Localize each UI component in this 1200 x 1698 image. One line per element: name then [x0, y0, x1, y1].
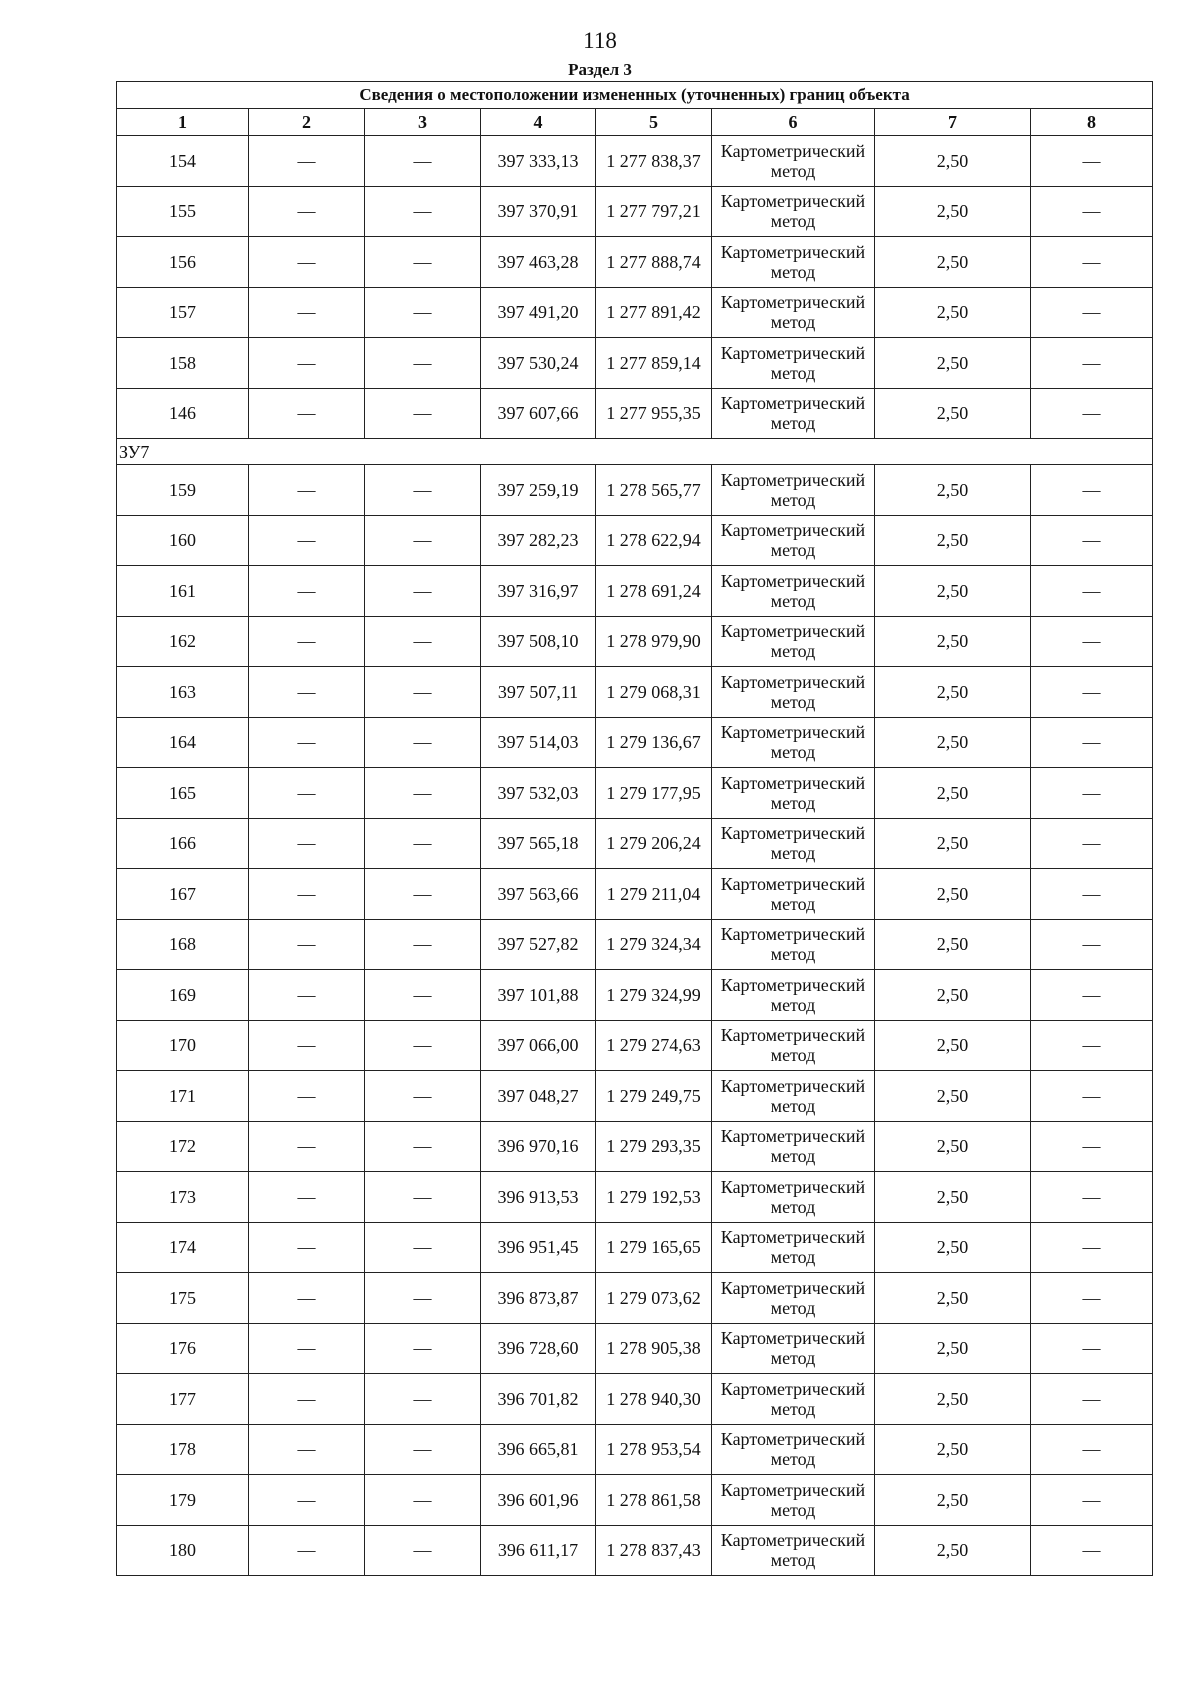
col8-cell: —: [1031, 1323, 1153, 1374]
col2-cell: —: [249, 1323, 365, 1374]
col3-cell: —: [365, 465, 481, 516]
y-coordinate-cell: 1 279 073,62: [596, 1273, 712, 1324]
accuracy-cell: 2,50: [875, 818, 1031, 869]
col3-cell: —: [365, 717, 481, 768]
point-number-cell: 154: [117, 136, 249, 187]
point-number-cell: 177: [117, 1374, 249, 1425]
y-coordinate-cell: 1 277 859,14: [596, 338, 712, 389]
y-coordinate-cell: 1 278 622,94: [596, 515, 712, 566]
method-cell: Картометрический метод: [712, 919, 875, 970]
col8-cell: —: [1031, 237, 1153, 288]
x-coordinate-cell: 397 607,66: [481, 388, 596, 439]
method-cell: Картометрический метод: [712, 1374, 875, 1425]
group-label: ЗУ7: [117, 439, 1153, 465]
point-number-cell: 173: [117, 1172, 249, 1223]
method-cell: Картометрический метод: [712, 1323, 875, 1374]
col2-cell: —: [249, 1222, 365, 1273]
x-coordinate-cell: 397 463,28: [481, 237, 596, 288]
col2-cell: —: [249, 338, 365, 389]
method-cell: Картометрический метод: [712, 1222, 875, 1273]
x-coordinate-cell: 396 665,81: [481, 1424, 596, 1475]
accuracy-cell: 2,50: [875, 616, 1031, 667]
col3-cell: —: [365, 338, 481, 389]
col2-cell: —: [249, 1020, 365, 1071]
table-row: [117, 1071, 1153, 1122]
method-cell: Картометрический метод: [712, 1020, 875, 1071]
col3-cell: —: [365, 1273, 481, 1324]
col3-cell: —: [365, 1121, 481, 1172]
x-coordinate-cell: 396 601,96: [481, 1475, 596, 1526]
method-cell: Картометрический метод: [712, 869, 875, 920]
col8-cell: —: [1031, 768, 1153, 819]
point-number-cell: 170: [117, 1020, 249, 1071]
accuracy-cell: 2,50: [875, 1071, 1031, 1122]
col2-cell: —: [249, 869, 365, 920]
x-coordinate-cell: 396 728,60: [481, 1323, 596, 1374]
y-coordinate-cell: 1 279 068,31: [596, 667, 712, 718]
col3-cell: —: [365, 768, 481, 819]
col2-cell: —: [249, 237, 365, 288]
col3-cell: —: [365, 1172, 481, 1223]
y-coordinate-cell: 1 279 293,35: [596, 1121, 712, 1172]
accuracy-cell: 2,50: [875, 667, 1031, 718]
y-coordinate-cell: 1 277 955,35: [596, 388, 712, 439]
y-coordinate-cell: 1 277 888,74: [596, 237, 712, 288]
col2-cell: —: [249, 1071, 365, 1122]
x-coordinate-cell: 396 701,82: [481, 1374, 596, 1425]
col3-cell: —: [365, 1323, 481, 1374]
accuracy-cell: 2,50: [875, 717, 1031, 768]
table-row: [117, 237, 1153, 288]
col2-cell: —: [249, 1121, 365, 1172]
method-cell: Картометрический метод: [712, 717, 875, 768]
x-coordinate-cell: 397 514,03: [481, 717, 596, 768]
table-row: [117, 388, 1153, 439]
col2-cell: —: [249, 1525, 365, 1576]
method-cell: Картометрический метод: [712, 338, 875, 389]
table-row: [117, 717, 1153, 768]
point-number-cell: 160: [117, 515, 249, 566]
column-header: 1: [117, 109, 249, 136]
table-row: [117, 1323, 1153, 1374]
table-row: [117, 919, 1153, 970]
y-coordinate-cell: 1 278 837,43: [596, 1525, 712, 1576]
col8-cell: —: [1031, 136, 1153, 187]
col2-cell: —: [249, 136, 365, 187]
point-number-cell: 174: [117, 1222, 249, 1273]
col2-cell: —: [249, 1475, 365, 1526]
accuracy-cell: 2,50: [875, 388, 1031, 439]
y-coordinate-cell: 1 278 905,38: [596, 1323, 712, 1374]
method-cell: Картометрический метод: [712, 1172, 875, 1223]
col2-cell: —: [249, 287, 365, 338]
point-number-cell: 156: [117, 237, 249, 288]
y-coordinate-cell: 1 279 274,63: [596, 1020, 712, 1071]
y-coordinate-cell: 1 277 838,37: [596, 136, 712, 187]
method-cell: Картометрический метод: [712, 465, 875, 516]
method-cell: Картометрический метод: [712, 616, 875, 667]
col8-cell: —: [1031, 1475, 1153, 1526]
point-number-cell: 162: [117, 616, 249, 667]
x-coordinate-cell: 397 527,82: [481, 919, 596, 970]
accuracy-cell: 2,50: [875, 1424, 1031, 1475]
y-coordinate-cell: 1 279 192,53: [596, 1172, 712, 1223]
col8-cell: —: [1031, 717, 1153, 768]
y-coordinate-cell: 1 277 797,21: [596, 186, 712, 237]
x-coordinate-cell: 397 316,97: [481, 566, 596, 617]
col2-cell: —: [249, 465, 365, 516]
col2-cell: —: [249, 818, 365, 869]
col2-cell: —: [249, 919, 365, 970]
point-number-cell: 163: [117, 667, 249, 718]
method-cell: Картометрический метод: [712, 1273, 875, 1324]
table-row: [117, 869, 1153, 920]
y-coordinate-cell: 1 278 940,30: [596, 1374, 712, 1425]
accuracy-cell: 2,50: [875, 1525, 1031, 1576]
col3-cell: —: [365, 186, 481, 237]
col2-cell: —: [249, 667, 365, 718]
col2-cell: —: [249, 768, 365, 819]
method-cell: Картометрический метод: [712, 768, 875, 819]
point-number-cell: 178: [117, 1424, 249, 1475]
col3-cell: —: [365, 1374, 481, 1425]
col3-cell: —: [365, 818, 481, 869]
accuracy-cell: 2,50: [875, 1172, 1031, 1223]
col3-cell: —: [365, 970, 481, 1021]
point-number-cell: 157: [117, 287, 249, 338]
point-number-cell: 155: [117, 186, 249, 237]
y-coordinate-cell: 1 278 979,90: [596, 616, 712, 667]
x-coordinate-cell: 397 333,13: [481, 136, 596, 187]
accuracy-cell: 2,50: [875, 1323, 1031, 1374]
column-header: 5: [596, 109, 712, 136]
x-coordinate-cell: 397 491,20: [481, 287, 596, 338]
table-row: [117, 1121, 1153, 1172]
y-coordinate-cell: 1 278 565,77: [596, 465, 712, 516]
x-coordinate-cell: 396 913,53: [481, 1172, 596, 1223]
accuracy-cell: 2,50: [875, 1020, 1031, 1071]
col8-cell: —: [1031, 287, 1153, 338]
y-coordinate-cell: 1 279 177,95: [596, 768, 712, 819]
table-row: [117, 1424, 1153, 1475]
table-row: [117, 186, 1153, 237]
accuracy-cell: 2,50: [875, 515, 1031, 566]
column-header: 6: [712, 109, 875, 136]
y-coordinate-cell: 1 278 953,54: [596, 1424, 712, 1475]
table-row: [117, 338, 1153, 389]
y-coordinate-cell: 1 278 861,58: [596, 1475, 712, 1526]
col8-cell: —: [1031, 667, 1153, 718]
accuracy-cell: 2,50: [875, 136, 1031, 187]
accuracy-cell: 2,50: [875, 869, 1031, 920]
col3-cell: —: [365, 287, 481, 338]
accuracy-cell: 2,50: [875, 1121, 1031, 1172]
y-coordinate-cell: 1 278 691,24: [596, 566, 712, 617]
method-cell: Картометрический метод: [712, 186, 875, 237]
table-row: [117, 465, 1153, 516]
accuracy-cell: 2,50: [875, 287, 1031, 338]
point-number-cell: 161: [117, 566, 249, 617]
col3-cell: —: [365, 1475, 481, 1526]
method-cell: Картометрический метод: [712, 1525, 875, 1576]
table-row: [117, 515, 1153, 566]
table-row: [117, 1273, 1153, 1324]
table-row: [117, 768, 1153, 819]
x-coordinate-cell: 397 530,24: [481, 338, 596, 389]
x-coordinate-cell: 397 370,91: [481, 186, 596, 237]
col8-cell: —: [1031, 1020, 1153, 1071]
section-title: Раздел 3: [568, 60, 632, 79]
col8-cell: —: [1031, 186, 1153, 237]
accuracy-cell: 2,50: [875, 919, 1031, 970]
point-number-cell: 179: [117, 1475, 249, 1526]
y-coordinate-cell: 1 279 324,34: [596, 919, 712, 970]
table-row: [117, 970, 1153, 1021]
col3-cell: —: [365, 1020, 481, 1071]
table-row: [117, 616, 1153, 667]
x-coordinate-cell: 397 508,10: [481, 616, 596, 667]
method-cell: Картометрический метод: [712, 1424, 875, 1475]
column-header: 7: [875, 109, 1031, 136]
col8-cell: —: [1031, 818, 1153, 869]
x-coordinate-cell: 396 970,16: [481, 1121, 596, 1172]
col8-cell: —: [1031, 869, 1153, 920]
x-coordinate-cell: 397 048,27: [481, 1071, 596, 1122]
accuracy-cell: 2,50: [875, 970, 1031, 1021]
y-coordinate-cell: 1 279 324,99: [596, 970, 712, 1021]
method-cell: Картометрический метод: [712, 388, 875, 439]
table-row: [117, 566, 1153, 617]
table-row: [117, 1374, 1153, 1425]
method-cell: Картометрический метод: [712, 515, 875, 566]
table-caption: Сведения о местоположении измененных (уточненных) границ объекта: [117, 82, 1153, 109]
col2-cell: —: [249, 1172, 365, 1223]
col3-cell: —: [365, 616, 481, 667]
table-row: [117, 667, 1153, 718]
point-number-cell: 165: [117, 768, 249, 819]
method-cell: Картометрический метод: [712, 566, 875, 617]
col8-cell: —: [1031, 465, 1153, 516]
col8-cell: —: [1031, 1071, 1153, 1122]
column-header: 2: [249, 109, 365, 136]
col2-cell: —: [249, 970, 365, 1021]
y-coordinate-cell: 1 279 165,65: [596, 1222, 712, 1273]
point-number-cell: 167: [117, 869, 249, 920]
col8-cell: —: [1031, 566, 1153, 617]
accuracy-cell: 2,50: [875, 237, 1031, 288]
accuracy-cell: 2,50: [875, 338, 1031, 389]
column-header-row: [117, 109, 1153, 136]
point-number-cell: 171: [117, 1071, 249, 1122]
col3-cell: —: [365, 1222, 481, 1273]
method-cell: Картометрический метод: [712, 136, 875, 187]
accuracy-cell: 2,50: [875, 768, 1031, 819]
x-coordinate-cell: 397 101,88: [481, 970, 596, 1021]
col2-cell: —: [249, 186, 365, 237]
point-number-cell: 164: [117, 717, 249, 768]
y-coordinate-cell: 1 277 891,42: [596, 287, 712, 338]
method-cell: Картометрический метод: [712, 970, 875, 1021]
col8-cell: —: [1031, 970, 1153, 1021]
y-coordinate-cell: 1 279 206,24: [596, 818, 712, 869]
accuracy-cell: 2,50: [875, 1273, 1031, 1324]
y-coordinate-cell: 1 279 211,04: [596, 869, 712, 920]
x-coordinate-cell: 397 066,00: [481, 1020, 596, 1071]
accuracy-cell: 2,50: [875, 1374, 1031, 1425]
point-number-cell: 168: [117, 919, 249, 970]
col2-cell: —: [249, 1374, 365, 1425]
method-cell: Картометрический метод: [712, 237, 875, 288]
x-coordinate-cell: 397 532,03: [481, 768, 596, 819]
col3-cell: —: [365, 388, 481, 439]
col3-cell: —: [365, 667, 481, 718]
col2-cell: —: [249, 1273, 365, 1324]
table-row: [117, 1222, 1153, 1273]
col8-cell: —: [1031, 919, 1153, 970]
table-row: [117, 1020, 1153, 1071]
table-row: [117, 136, 1153, 187]
col8-cell: —: [1031, 1525, 1153, 1576]
point-number-cell: 159: [117, 465, 249, 516]
method-cell: Картометрический метод: [712, 1121, 875, 1172]
col3-cell: —: [365, 136, 481, 187]
col2-cell: —: [249, 616, 365, 667]
table-row: [117, 818, 1153, 869]
col3-cell: —: [365, 869, 481, 920]
table-row: [117, 287, 1153, 338]
method-cell: Картометрический метод: [712, 287, 875, 338]
point-number-cell: 166: [117, 818, 249, 869]
point-number-cell: 169: [117, 970, 249, 1021]
col3-cell: —: [365, 1525, 481, 1576]
accuracy-cell: 2,50: [875, 465, 1031, 516]
method-cell: Картометрический метод: [712, 1475, 875, 1526]
col8-cell: —: [1031, 1424, 1153, 1475]
point-number-cell: 146: [117, 388, 249, 439]
group-row: [117, 439, 1153, 465]
y-coordinate-cell: 1 279 249,75: [596, 1071, 712, 1122]
x-coordinate-cell: 396 611,17: [481, 1525, 596, 1576]
x-coordinate-cell: 397 259,19: [481, 465, 596, 516]
x-coordinate-cell: 396 873,87: [481, 1273, 596, 1324]
col8-cell: —: [1031, 1273, 1153, 1324]
column-header: 3: [365, 109, 481, 136]
col2-cell: —: [249, 388, 365, 439]
accuracy-cell: 2,50: [875, 186, 1031, 237]
column-header: 8: [1031, 109, 1153, 136]
col8-cell: —: [1031, 616, 1153, 667]
point-number-cell: 172: [117, 1121, 249, 1172]
col3-cell: —: [365, 566, 481, 617]
table-row: [117, 1475, 1153, 1526]
col8-cell: —: [1031, 388, 1153, 439]
column-header: 4: [481, 109, 596, 136]
col8-cell: —: [1031, 1222, 1153, 1273]
accuracy-cell: 2,50: [875, 1222, 1031, 1273]
x-coordinate-cell: 397 565,18: [481, 818, 596, 869]
col3-cell: —: [365, 237, 481, 288]
col2-cell: —: [249, 515, 365, 566]
x-coordinate-cell: 397 507,11: [481, 667, 596, 718]
method-cell: Картометрический метод: [712, 818, 875, 869]
col3-cell: —: [365, 919, 481, 970]
table-row: [117, 1172, 1153, 1223]
point-number-cell: 180: [117, 1525, 249, 1576]
col3-cell: —: [365, 515, 481, 566]
accuracy-cell: 2,50: [875, 1475, 1031, 1526]
x-coordinate-cell: 396 951,45: [481, 1222, 596, 1273]
x-coordinate-cell: 397 563,66: [481, 869, 596, 920]
point-number-cell: 158: [117, 338, 249, 389]
col8-cell: —: [1031, 1121, 1153, 1172]
col3-cell: —: [365, 1071, 481, 1122]
col8-cell: —: [1031, 1374, 1153, 1425]
col2-cell: —: [249, 1424, 365, 1475]
page-number: 118: [583, 28, 617, 53]
y-coordinate-cell: 1 279 136,67: [596, 717, 712, 768]
col8-cell: —: [1031, 1172, 1153, 1223]
col2-cell: —: [249, 566, 365, 617]
col3-cell: —: [365, 1424, 481, 1475]
col2-cell: —: [249, 717, 365, 768]
x-coordinate-cell: 397 282,23: [481, 515, 596, 566]
point-number-cell: 175: [117, 1273, 249, 1324]
point-number-cell: 176: [117, 1323, 249, 1374]
col8-cell: —: [1031, 338, 1153, 389]
table-row: [117, 1525, 1153, 1576]
coordinates-table: [116, 81, 1153, 1576]
accuracy-cell: 2,50: [875, 566, 1031, 617]
method-cell: Картометрический метод: [712, 667, 875, 718]
col8-cell: —: [1031, 515, 1153, 566]
method-cell: Картометрический метод: [712, 1071, 875, 1122]
